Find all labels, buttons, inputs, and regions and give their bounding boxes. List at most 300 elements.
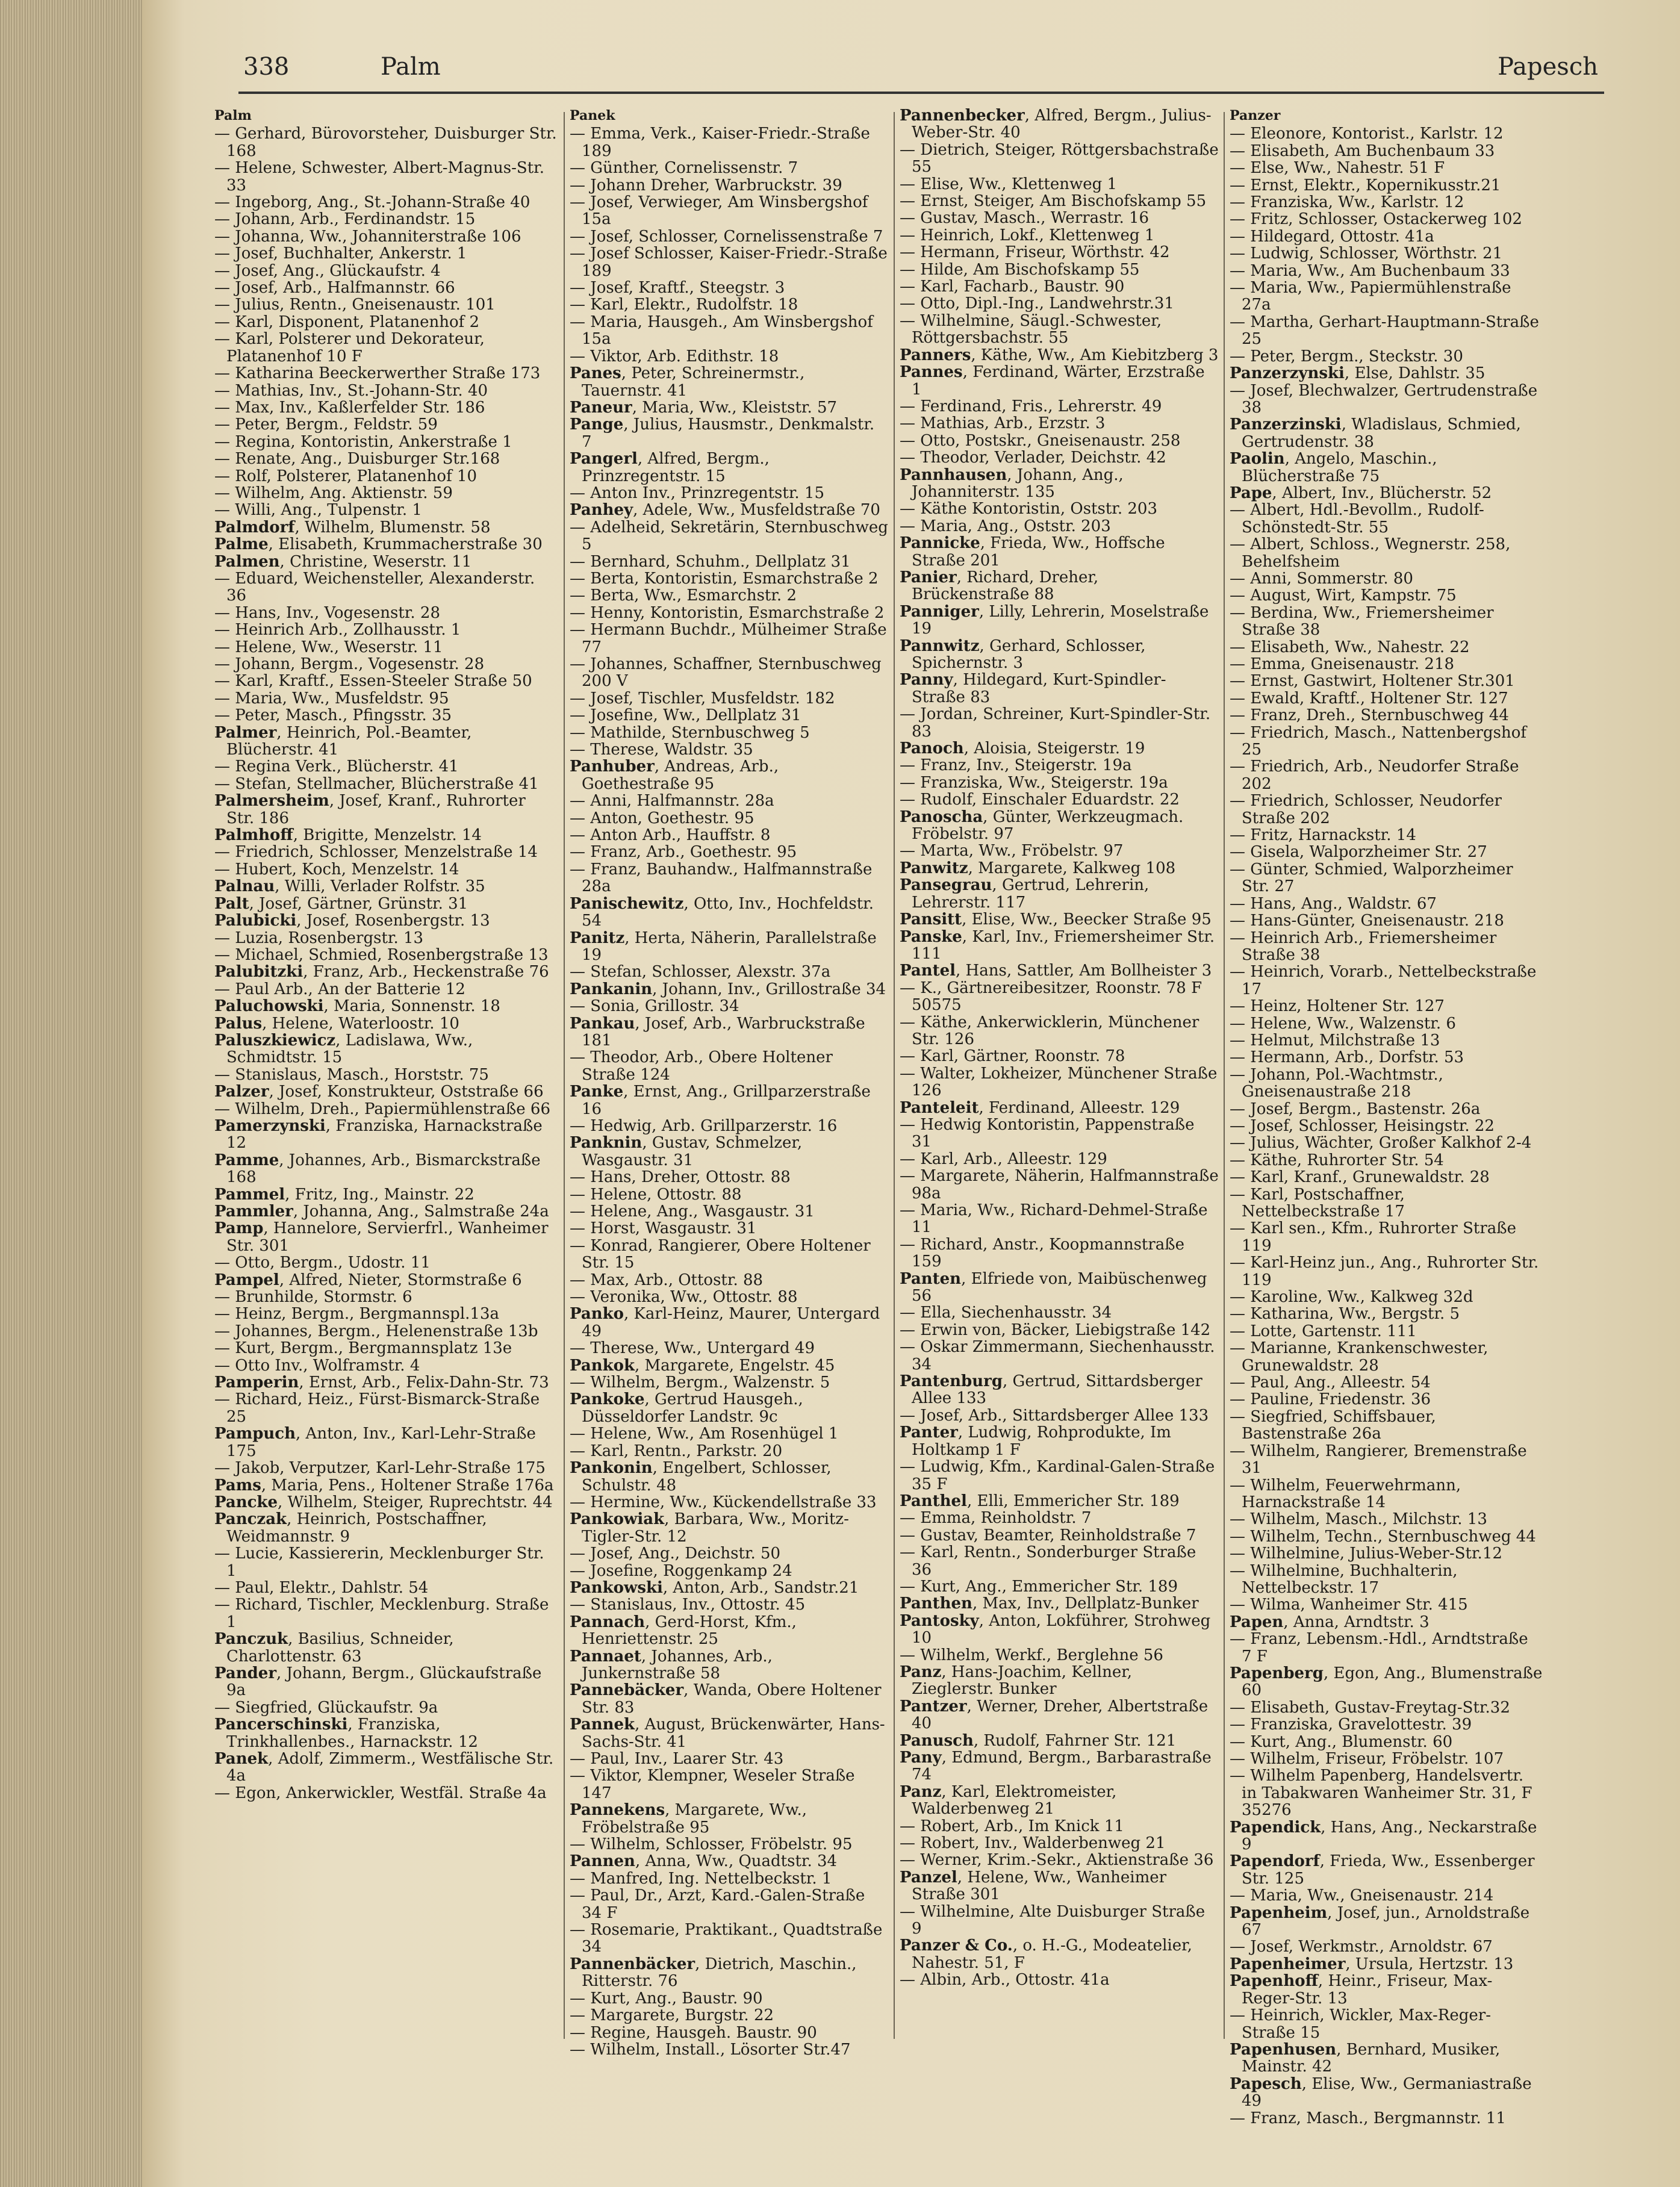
directory-entry: — Wilma, Wanheimer Str. 415 <box>1230 1596 1468 1614</box>
directory-entry: Pannekens, Margarete, Ww., Fröbelstraße 95 <box>570 1801 812 1837</box>
directory-entry: — Günther, Cornelissenstr. 7 <box>570 159 798 178</box>
directory-entry: Papenberg, Egon, Ang., Blumenstraße 60 <box>1230 1664 1548 1700</box>
directory-entry: Panny, Hildegard, Kurt-Spindler-Straße 83 <box>900 671 1166 706</box>
directory-entry: — Wilhelm, Bergm., Walzenstr. 5 <box>570 1373 830 1392</box>
directory-entry: — Wilhelm, Feuerwehrmann, Harnackstraße 14 <box>1230 1476 1466 1511</box>
directory-entry: Palnau, Willi, Verlader Rolfstr. 35 <box>214 877 485 896</box>
directory-entry: — Mathias, Arb., Erzstr. 3 <box>900 414 1106 433</box>
directory-entry: Panek, Adolf, Zimmerm., Westfälische Str. 4a <box>214 1750 559 1785</box>
directory-entry: Pape, Albert, Inv., Blücherstr. 52 <box>1230 484 1492 502</box>
directory-entry: Palubitzki, Franz, Arb., Heckenstraße 76 <box>214 963 549 982</box>
directory-entry: Pankau, Josef, Arb., Warbruckstraße 181 <box>570 1014 870 1050</box>
directory-entry: — Helene, Ww., Walzenstr. 6 <box>1230 1014 1456 1033</box>
directory-entry: — Paul, Elektr., Dahlstr. 54 <box>214 1578 429 1597</box>
directory-entry: — Günter, Schmied, Walporzheimer Str. 27 <box>1230 860 1518 896</box>
directory-entry: — Josef, Arb., Sittardsberger Allee 133 <box>900 1406 1209 1425</box>
directory-entry: — Werner, Krim.-Sekr., Aktienstraße 36 <box>900 1851 1214 1870</box>
directory-entry: — Regina, Kontoristin, Ankerstraße 1 <box>214 432 512 451</box>
directory-entry: — Regina Verk., Blücherstr. 41 <box>214 758 459 776</box>
directory-entry: Panes, Peter, Schreinermstr., Tauernstr. 41 <box>570 364 810 400</box>
directory-entry: Pams, Maria, Pens., Holtener Straße 176a <box>214 1476 554 1495</box>
directory-entry: — Anton, Goethestr. 95 <box>570 809 754 827</box>
directory-entry: — Gustav, Masch., Werrastr. 16 <box>900 209 1150 228</box>
directory-entry: — Elisabeth, Am Buchenbaum 33 <box>1230 142 1495 160</box>
directory-entry: — Eduard, Weichensteller, Alexanderstr. 36 <box>214 569 540 605</box>
directory-entry: — Helene, Schwester, Albert-Magnus-Str. 33 <box>214 159 550 194</box>
directory-entry: Palmersheim, Josef, Kranf., Ruhrorter Str. 186 <box>214 792 531 827</box>
directory-entry: — Katharina, Ww., Bergstr. 5 <box>1230 1305 1460 1324</box>
directory-entry: — Adelheid, Sekretärin, Sternbuschweg 5 <box>570 518 894 554</box>
directory-entry: — Hilde, Am Bischofskamp 55 <box>900 260 1140 279</box>
directory-entry: Pannenbecker, Alfred, Bergm., Julius-Weber-Str. 40 <box>900 107 1212 142</box>
directory-entry: — Josef, Tischler, Musfeldstr. 182 <box>570 689 835 708</box>
directory-entry: Pankonin, Engelbert, Schlosser, Schulstr. 48 <box>570 1459 836 1495</box>
directory-entry: Panzel, Helene, Ww., Wanheimer Straße 301 <box>900 1868 1172 1904</box>
directory-entry: — Veronika, Ww., Ottostr. 88 <box>570 1288 798 1307</box>
directory-entry: Panz, Hans-Joachim, Kellner, Zieglerstr. Bunker <box>900 1663 1137 1699</box>
directory-entry: — Gustav, Beamter, Reinholdstraße 7 <box>900 1526 1196 1545</box>
directory-entry: — Josef, Ang., Glückaufstr. 4 <box>214 261 441 280</box>
directory-entry: — Josef, Schlosser, Cornelissenstraße 7 <box>570 227 883 246</box>
directory-entry: — Oskar Zimmermann, Siechenhausstr. 34 <box>900 1338 1220 1373</box>
directory-entry: — August, Wirt, Kampstr. 75 <box>1230 586 1457 605</box>
directory-entry: — Otto Inv., Wolframstr. 4 <box>214 1356 420 1375</box>
directory-entry: — Hans, Ang., Waldstr. 67 <box>1230 894 1437 913</box>
directory-entry: — Robert, Inv., Walderbenweg 21 <box>900 1834 1166 1853</box>
directory-entry: — Ella, Siechenhausstr. 34 <box>900 1304 1112 1322</box>
directory-entry: — Rudolf, Einschaler Eduardstr. 22 <box>900 791 1180 809</box>
directory-entry: Pamperin, Ernst, Arb., Felix-Dahn-Str. 73 <box>214 1373 549 1392</box>
directory-entry: — Karl, Postschaffner, Nettelbeckstraße 17 <box>1230 1185 1410 1221</box>
directory-entry: — Josef, Arb., Halfmannstr. 66 <box>214 279 455 297</box>
directory-entry: — Josef, Kraftf., Steegstr. 3 <box>570 279 785 297</box>
directory-entry: — Franz, Dreh., Sternbuschweg 44 <box>1230 706 1509 725</box>
directory-entry: — Heinrich, Lokf., Klettenweg 1 <box>900 226 1155 244</box>
directory-entry: — Ferdinand, Fris., Lehrerstr. 49 <box>900 397 1162 415</box>
directory-entry: Panko, Karl-Heinz, Maurer, Untergard 49 <box>570 1305 885 1340</box>
directory-entry: — Kurt, Ang., Blumenstr. 60 <box>1230 1732 1453 1751</box>
directory-entry: — Horst, Wasgaustr. 31 <box>570 1219 757 1238</box>
directory-entry: Palus, Helene, Waterloostr. 10 <box>214 1014 459 1033</box>
directory-entry: — Viktor, Arb. Edithstr. 18 <box>570 347 779 366</box>
directory-entry: — Käthe, Ruhrorter Str. 54 <box>1230 1151 1444 1169</box>
directory-entry: — Konrad, Rangierer, Obere Holtener Str. 15 <box>570 1236 876 1272</box>
directory-entry: — Paul Arb., An der Batterie 12 <box>214 980 465 998</box>
directory-entry: — Richard, Tischler, Mecklenburg. Straße 1 <box>214 1596 554 1631</box>
directory-entry: — Ernst, Elektr., Kopernikusstr.21 <box>1230 176 1501 194</box>
directory-entry: — Ernst, Steiger, Am Bischofskamp 55 <box>900 192 1207 211</box>
directory-entry: Pantel, Hans, Sattler, Am Bollheister 3 <box>900 962 1212 980</box>
directory-entry: Panten, Elfriede von, Maibüschenweg 56 <box>900 1269 1212 1305</box>
directory-entry: — Otto, Bergm., Udostr. 11 <box>214 1254 431 1272</box>
directory-entry: — Heinrich, Vorarb., Nettelbeckstraße 17 <box>1230 963 1542 998</box>
directory-entry: — Dietrich, Steiger, Röttgersbachstraße 55 <box>900 140 1224 176</box>
directory-entry: — Karl, Elektr., Rudolfstr. 18 <box>570 296 798 314</box>
directory-entry: — Willi, Ang., Tulpenstr. 1 <box>214 501 422 520</box>
directory-entry: Pancke, Wilhelm, Steiger, Ruprechtstr. 44 <box>214 1493 553 1511</box>
directory-entry: Panhuber, Andreas, Arb., Goethestraße 95 <box>570 758 784 793</box>
directory-entry: — Martha, Gerhart-Hauptmann-Straße 25 <box>1230 313 1545 349</box>
directory-entry: — Marta, Ww., Fröbelstr. 97 <box>900 842 1124 860</box>
directory-entry: Pampuch, Anton, Inv., Karl-Lehr-Straße 175 <box>214 1425 541 1460</box>
directory-entry: — Henny, Kontoristin, Esmarchstraße 2 <box>570 603 885 622</box>
directory-entry: Panitz, Herta, Näherin, Parallelstraße 19 <box>570 929 882 964</box>
directory-entry: Papenheim, Josef, jun., Arnoldstraße 67 <box>1230 1903 1535 1940</box>
directory-entry: — Hermann Buchdr., Mülheimer Straße 77 <box>570 621 892 656</box>
directory-entry: — Karl-Heinz jun., Ang., Ruhrorter Str. 119 <box>1230 1254 1544 1289</box>
directory-entry: — Kurt, Ang., Baustr. 90 <box>570 1989 763 2008</box>
directory-entry: — Kurt, Bergm., Bergmannsplatz 13e <box>214 1339 512 1358</box>
directory-entry: — Wilhelm, Rangierer, Bremenstraße 31 <box>1230 1442 1532 1478</box>
directory-entry: — Julius, Rentn., Gneisenaustr. 101 <box>214 296 496 314</box>
directory-entry: — Richard, Anstr., Koopmannstraße 159 <box>900 1235 1190 1271</box>
directory-entry: Panniger, Lilly, Lehrerin, Moselstraße 19 <box>900 602 1214 638</box>
page-stack-edge <box>0 0 145 2187</box>
directory-entry: Panter, Ludwig, Rohprodukte, Im Holtkamp 1 F <box>900 1423 1177 1459</box>
directory-entry: Panske, Karl, Inv., Friemersheimer Str. 111 <box>900 927 1220 963</box>
directory-entry: — Hubert, Koch, Menzelstr. 14 <box>214 860 459 879</box>
directory-entry: — Albert, Schloss., Wegnerstr. 258, Behelfsheim <box>1230 535 1516 571</box>
directory-entry: — Heinrich Arb., Zollhausstr. 1 <box>214 621 461 639</box>
directory-entry: Pannes, Ferdinand, Wärter, Erzstraße 1 <box>900 363 1210 399</box>
directory-entry: Panczuk, Basilius, Schneider, Charlottenstr. 63 <box>214 1630 459 1666</box>
column-divider <box>894 112 895 2039</box>
directory-entry: — Karl, Rentn., Parkstr. 20 <box>570 1442 783 1460</box>
directory-entry: — Johann, Bergm., Vogesenstr. 28 <box>214 655 485 673</box>
directory-entry: — Sonia, Grillostr. 34 <box>570 997 739 1016</box>
directory-entry: — Manfred, Ing. Nettelbeckstr. 1 <box>570 1869 832 1888</box>
header-rule <box>238 92 1604 94</box>
directory-entry: — Emma, Gneisenaustr. 218 <box>1230 655 1455 673</box>
directory-entry: — Elisabeth, Gustav-Freytag-Str.32 <box>1230 1698 1510 1717</box>
directory-entry: Panknin, Gustav, Schmelzer, Wasgaustr. 31 <box>570 1134 807 1169</box>
directory-entry: — Helene, Ang., Wasgaustr. 31 <box>570 1202 815 1221</box>
directory-entry: Pannaet, Johannes, Arb., Junkernstraße 58 <box>570 1647 778 1682</box>
directory-entry: — Peter, Masch., Pfingsstr. 35 <box>214 706 452 725</box>
directory-entry: — Egon, Ankerwickler, Westfäl. Straße 4a <box>214 1784 547 1802</box>
directory-entry: — Anni, Sommerstr. 80 <box>1230 569 1413 588</box>
directory-entry: — Wilhelm, Install., Lösorter Str.47 <box>570 2040 851 2059</box>
directory-entry: — Josef, Buchhalter, Ankerstr. 1 <box>214 244 467 263</box>
directory-entry: Paolin, Angelo, Maschin., Blücherstraße 75 <box>1230 450 1442 485</box>
directory-entry: — Hans, Inv., Vogesenstr. 28 <box>214 603 440 622</box>
directory-entry: — Ernst, Gastwirt, Holtener Str.301 <box>1230 672 1515 691</box>
directory-entry: Panzer & Co., o. H.-G., Modeatelier, Nahestr. 51, F <box>900 1937 1198 1972</box>
directory-entry: Palzer, Josef, Konstrukteur, Oststraße 66 <box>214 1083 544 1101</box>
directory-entry: — Rosemarie, Praktikant., Quadtstraße 34 <box>570 1921 888 1956</box>
page-number: 338 <box>243 53 290 81</box>
directory-entry: — Gerhard, Bürovorsteher, Duisburger Str. 168 <box>214 125 562 160</box>
directory-entry: — Siegfried, Schiffsbauer, Bastenstraße 26a <box>1230 1407 1441 1443</box>
directory-entry: Panke, Ernst, Ang., Grillparzerstraße 16 <box>570 1083 876 1118</box>
directory-entry: — Otto, Postskr., Gneisenaustr. 258 <box>900 431 1181 450</box>
directory-entry: — Gisela, Walporzheimer Str. 27 <box>1230 843 1487 862</box>
directory-entry: — Wilhelm, Masch., Milchstr. 13 <box>1230 1510 1487 1529</box>
directory-entry: — Max, Arb., Ottostr. 88 <box>570 1271 764 1289</box>
directory-entry: — Karl, Kranf., Grunewaldstr. 28 <box>1230 1168 1490 1187</box>
directory-entry: Palmhoff, Brigitte, Menzelstr. 14 <box>214 826 482 845</box>
directory-entry: Panusch, Rudolf, Fahrner Str. 121 <box>900 1731 1177 1750</box>
directory-entry: Pammel, Fritz, Ing., Mainstr. 22 <box>214 1185 474 1204</box>
directory-entry: Panier, Richard, Dreher, Brückenstraße 88 <box>900 568 1104 604</box>
directory-entry: Pangerl, Alfred, Bergm., Prinzregentstr. 15 <box>570 450 775 485</box>
directory-entry: — K., Gärtnereibesitzer, Roonstr. 78 F 50575 <box>900 978 1207 1015</box>
directory-entry: Pankok, Margarete, Engelstr. 45 <box>570 1356 835 1375</box>
directory-entry: Paluchowski, Maria, Sonnenstr. 18 <box>214 997 500 1016</box>
column-head: Panek <box>570 108 615 123</box>
directory-entry: — Karoline, Ww., Kalkweg 32d <box>1230 1288 1473 1307</box>
directory-entry: — Franziska, Ww., Karlstr. 12 <box>1230 193 1464 212</box>
directory-entry: Pannach, Gerd-Horst, Kfm., Henriettenstr. 25 <box>570 1613 802 1649</box>
directory-entry: — Helene, Ottostr. 88 <box>570 1185 742 1204</box>
directory-entry: Pantenburg, Gertrud, Sittardsberger Allee 133 <box>900 1372 1208 1408</box>
directory-entry: Panthel, Elli, Emmericher Str. 189 <box>900 1492 1180 1510</box>
directory-entry: — Franz, Arb., Goethestr. 95 <box>570 843 797 862</box>
directory-entry: — Mathilde, Sternbuschweg 5 <box>570 723 810 742</box>
directory-entry: — Franz, Inv., Steigerstr. 19a <box>900 756 1132 775</box>
directory-entry: — Hedwig, Arb. Grillparzerstr. 16 <box>570 1116 838 1135</box>
directory-entry: — Maria, Ww., Gneisenaustr. 214 <box>1230 1887 1494 1905</box>
directory-entry: Pannek, August, Brückenwärter, Hans-Sachs-Str. 41 <box>570 1716 885 1751</box>
directory-entry: — Friedrich, Schlosser, Neudorfer Straße 202 <box>1230 792 1507 827</box>
directory-entry: — Karl, Gärtner, Roonstr. 78 <box>900 1047 1125 1066</box>
directory-entry: — Else, Ww., Nahestr. 51 F <box>1230 159 1445 178</box>
directory-entry: Pansegrau, Gertrud, Lehrerin, Lehrerstr. 117 <box>900 876 1154 912</box>
directory-entry: Pany, Edmund, Bergm., Barbarastraße 74 <box>900 1749 1217 1784</box>
directory-entry: — Josef, Blechwalzer, Gertrudenstraße 38 <box>1230 381 1543 417</box>
directory-entry: — Mathias, Inv., St.-Johann-Str. 40 <box>214 381 488 400</box>
directory-entry: — Pauline, Friedenstr. 36 <box>1230 1390 1431 1409</box>
directory-entry: — Josef Schlosser, Kaiser-Friedr.-Straße 189 <box>570 244 893 280</box>
directory-entry: Papendick, Hans, Ang., Neckarstraße 9 <box>1230 1818 1542 1854</box>
directory-entry: Panhey, Adele, Ww., Musfeldstraße 70 <box>570 501 880 520</box>
directory-entry: — Margarete, Näherin, Halfmannstraße 98a <box>900 1167 1224 1202</box>
directory-entry: — Hans, Dreher, Ottostr. 88 <box>570 1168 791 1187</box>
directory-entry: — Renate, Ang., Duisburger Str.168 <box>214 450 500 468</box>
directory-entry: — Theodor, Verlader, Deichstr. 42 <box>900 449 1166 467</box>
directory-entry: — Heinrich, Wickler, Max-Reger-Straße 15 <box>1230 2006 1491 2042</box>
page-header <box>243 53 1598 95</box>
directory-entry: — Karl, Disponent, Platanenhof 2 <box>214 313 480 331</box>
directory-entry: — Anni, Halfmannstr. 28a <box>570 792 774 810</box>
directory-entry: Panoscha, Günter, Werkzeugmach. Fröbelstr. 97 <box>900 807 1189 844</box>
directory-entry: — Katharina Beeckerwerther Straße 173 <box>214 364 541 383</box>
directory-entry: Panners, Käthe, Ww., Am Kiebitzberg 3 <box>900 346 1219 364</box>
column-divider <box>564 112 565 2039</box>
directory-entry: Pamerzynski, Franziska, Harnackstraße 12 <box>214 1116 548 1153</box>
directory-entry: — Hermann, Arb., Dorfstr. 53 <box>1230 1048 1464 1067</box>
directory-entry: — Wilhelmine, Alte Duisburger Straße 9 <box>900 1902 1210 1938</box>
directory-entry: Pankowiak, Barbara, Ww., Moritz-Tigler-Str. 12 <box>570 1510 849 1546</box>
directory-entry: — Karl, Polsterer und Dekorateur, Platanenhof 10 F <box>214 330 490 366</box>
directory-entry: — Robert, Arb., Im Knick 11 <box>900 1817 1124 1835</box>
directory-entry: Pancerschinski, Franziska, Trinkhallenbes., Harnackstr. 12 <box>214 1716 478 1751</box>
directory-entry: Pamme, Johannes, Arb., Bismarckstraße 168 <box>214 1151 546 1187</box>
directory-entry: Papen, Anna, Arndtstr. 3 <box>1230 1613 1430 1631</box>
directory-entry: — Stanislaus, Masch., Horststr. 75 <box>214 1065 489 1084</box>
directory-entry: — Anton Arb., Hauffstr. 8 <box>570 826 771 845</box>
directory-entry: — Josef, Bergm., Bastenstr. 26a <box>1230 1100 1481 1118</box>
directory-entry: — Siegfried, Glückaufstr. 9a <box>214 1698 438 1717</box>
directory-entry: — Rolf, Polsterer, Platanenhof 10 <box>214 467 478 485</box>
directory-entry: — Peter, Bergm., Feldstr. 59 <box>214 415 438 434</box>
directory-entry: — Johann, Pol.-Wachtmstr., Gneisenaustraße 218 <box>1230 1065 1449 1101</box>
directory-entry: — Berta, Kontoristin, Esmarchstraße 2 <box>570 569 879 588</box>
directory-entry: — Stefan, Stellmacher, Blücherstraße 41 <box>214 774 539 793</box>
directory-entry: — Johanna, Ww., Johanniterstraße 106 <box>214 227 521 246</box>
directory-entry: Pantzer, Werner, Dreher, Albertstraße 40 <box>900 1697 1213 1733</box>
directory-entry: — Wilhelmine, Julius-Weber-Str.12 <box>1230 1545 1502 1563</box>
directory-entry: — Berta, Ww., Esmarchstr. 2 <box>570 586 797 605</box>
directory-entry: — Wilhelm, Friseur, Fröbelstr. 107 <box>1230 1750 1504 1768</box>
directory-entry: Paluszkiewicz, Ladislawa, Ww., Schmidtstr. 15 <box>214 1031 478 1067</box>
directory-entry: — Maria, Ww., Musfeldstr. 95 <box>214 689 449 708</box>
directory-entry: Palmer, Heinrich, Pol.-Beamter, Blücherstr. 41 <box>214 723 477 759</box>
directory-entry: — Wilhelm, Ang. Aktienstr. 59 <box>214 484 453 502</box>
directory-entry: Palmen, Christine, Weserstr. 11 <box>214 552 472 571</box>
column-head: Panzer <box>1230 108 1281 123</box>
directory-entry: Pange, Julius, Hausmstr., Denkmalstr. 7 <box>570 415 880 451</box>
directory-entry: Pander, Johann, Bergm., Glückaufstraße 9a <box>214 1664 547 1700</box>
directory-entry: Pankanin, Johann, Inv., Grillostraße 34 <box>570 980 886 998</box>
directory-entry: — Margarete, Burgstr. 22 <box>570 2006 774 2025</box>
directory-entry: Pampel, Alfred, Nieter, Stormstraße 6 <box>214 1271 522 1289</box>
directory-entry: — Karl, Rentn., Sonderburger Straße 36 <box>900 1543 1201 1579</box>
directory-entry: — Karl, Facharb., Baustr. 90 <box>900 278 1125 296</box>
directory-entry: — Heinz, Holtener Str. 127 <box>1230 997 1445 1016</box>
directory-entry: — Ingeborg, Ang., St.-Johann-Straße 40 <box>214 193 530 212</box>
directory-entry: — Jakob, Verputzer, Karl-Lehr-Straße 175 <box>214 1459 546 1478</box>
directory-entry: Pannhausen, Johann, Ang., Johanniterstr. 135 <box>900 465 1129 501</box>
directory-entry: — Friedrich, Schlosser, Menzelstraße 14 <box>214 843 538 862</box>
directory-entry: Pantosky, Anton, Lokführer, Strohweg 10 <box>900 1611 1216 1647</box>
directory-entry: — Richard, Heiz., Fürst-Bismarck-Straße 25 <box>214 1390 545 1426</box>
directory-entry: — Emma, Verk., Kaiser-Friedr.-Straße 189 <box>570 125 876 160</box>
directory-entry: — Lotte, Gartenstr. 111 <box>1230 1322 1417 1340</box>
directory-entry: Panthen, Max, Inv., Dellplatz-Bunker <box>900 1594 1199 1613</box>
directory-entry: — Theodor, Arb., Obere Holtener Straße 124 <box>570 1048 838 1084</box>
directory-entry: — Paul, Inv., Laarer Str. 43 <box>570 1750 784 1768</box>
directory-entry: — Hans-Günter, Gneisenaustr. 218 <box>1230 912 1504 930</box>
directory-entry: — Johannes, Bergm., Helenenstraße 13b <box>214 1322 538 1340</box>
directory-entry: Pannenbäcker, Dietrich, Maschin., Ritterstr. 76 <box>570 1955 862 1991</box>
directory-column-3 <box>900 107 1224 2179</box>
directory-entry: — Josef, Werkmstr., Arnoldstr. 67 <box>1230 1938 1493 1956</box>
directory-entry: Panoch, Aloisia, Steigerstr. 19 <box>900 739 1145 758</box>
directory-entry: — Käthe, Ankerwicklerin, Münchener Str. 126 <box>900 1013 1204 1048</box>
directory-entry: — Hildegard, Ottostr. 41a <box>1230 227 1434 246</box>
directory-entry: — Wilhelmine, Säugl.-Schwester, Röttgersbachstr. 55 <box>900 311 1167 347</box>
directory-entry: Panz, Karl, Elektromeister, Walderbenweg 21 <box>900 1782 1122 1818</box>
directory-entry: — Maria, Hausgeh., Am Winsbergshof 15a <box>570 313 879 349</box>
directory-entry: — Josef, Ang., Deichstr. 50 <box>570 1545 781 1563</box>
directory-entry: — Emma, Reinholdstr. 7 <box>900 1509 1092 1528</box>
directory-entry: — Wilhelm, Werkf., Berglehne 56 <box>900 1646 1163 1664</box>
directory-entry: — Paul, Dr., Arzt, Kard.-Galen-Straße 34 F <box>570 1887 870 1922</box>
directory-entry: Papenhoff, Heinr., Friseur, Max-Reger-Str. 13 <box>1230 1972 1493 2008</box>
directory-entry: — Maria, Ww., Papiermühlenstraße 27a <box>1230 279 1516 314</box>
directory-entry: — Berdina, Ww., Friemersheimer Straße 38 <box>1230 603 1499 639</box>
directory-entry: Pansitt, Elise, Ww., Beecker Straße 95 <box>900 910 1212 929</box>
directory-entry: — Max, Inv., Kaßlerfelder Str. 186 <box>214 398 485 417</box>
header-right-keyword: Papesch <box>1498 53 1598 81</box>
directory-entry: Palme, Elisabeth, Krummacherstraße 30 <box>214 535 543 554</box>
directory-entry: — Wilhelm, Techn., Sternbuschweg 44 <box>1230 1527 1536 1546</box>
directory-entry: — Wilhelmine, Buchhalterin, Nettelbeckstr. 17 <box>1230 1561 1463 1597</box>
directory-entry: — Helmut, Milchstraße 13 <box>1230 1031 1440 1050</box>
directory-entry: — Wilhelm, Dreh., Papiermühlenstraße 66 <box>214 1100 551 1118</box>
directory-entry: — Wilhelm Papenberg, Handelsvertr. in Tabakwaren Wanheimer Str. 31, F 35276 <box>1230 1767 1537 1820</box>
directory-entry: — Albin, Arb., Ottostr. 41a <box>900 1971 1110 1989</box>
directory-entry: — Karl, Arb., Alleestr. 129 <box>900 1149 1107 1168</box>
directory-entry: Pankowski, Anton, Arb., Sandstr.21 <box>570 1578 859 1597</box>
directory-entry: — Josefine, Ww., Dellplatz 31 <box>570 706 801 725</box>
directory-entry: Paneur, Maria, Ww., Kleiststr. 57 <box>570 398 838 417</box>
directory-entry: — Helene, Ww., Am Rosenhügel 1 <box>570 1425 839 1443</box>
directory-entry: — Elise, Ww., Klettenweg 1 <box>900 175 1118 193</box>
directory-entry: — Jordan, Schreiner, Kurt-Spindler-Str. 83 <box>900 705 1216 741</box>
directory-entry: — Hermann, Friseur, Wörthstr. 42 <box>900 243 1170 262</box>
directory-entry: Pankoke, Gertrud Hausgeh., Düsseldorfer Landstr. 9c <box>570 1390 808 1426</box>
directory-entry: — Ludwig, Kfm., Kardinal-Galen-Straße 35 F <box>900 1458 1220 1493</box>
directory-entry: — Therese, Waldstr. 35 <box>570 741 753 759</box>
directory-entry: — Ewald, Kraftf., Holtener Str. 127 <box>1230 689 1508 708</box>
directory-entry: — Bernhard, Schuhm., Dellplatz 31 <box>570 552 851 571</box>
directory-entry: Pannen, Anna, Ww., Quadtstr. 34 <box>570 1852 838 1871</box>
directory-entry: — Albert, Hdl.-Bevollm., Rudolf-Schönstedt-Str. 55 <box>1230 501 1484 537</box>
directory-entry: — Franz, Bauhandw., Halfmannstraße 28a <box>570 860 877 896</box>
directory-column-1 <box>214 107 562 2179</box>
directory-entry: Panzerzinski, Wladislaus, Schmied, Gertrudenstr. 38 <box>1230 415 1526 451</box>
directory-entry: Papesch, Elise, Ww., Germaniastraße 49 <box>1230 2074 1537 2111</box>
directory-entry: Panczak, Heinrich, Postschaffner, Weidmannstr. 9 <box>214 1510 493 1546</box>
directory-entry: — Josefine, Roggenkamp 24 <box>570 1561 792 1580</box>
directory-entry: Pannwitz, Gerhard, Schlosser, Spichernstr. 3 <box>900 636 1151 672</box>
directory-entry: Papenheimer, Ursula, Hertzstr. 13 <box>1230 1955 1514 1973</box>
directory-entry: — Marianne, Krankenschwester, Grunewaldstr. 28 <box>1230 1339 1493 1375</box>
directory-entry: — Peter, Bergm., Steckstr. 30 <box>1230 347 1463 366</box>
directory-entry: — Regine, Hausgeh. Baustr. 90 <box>570 2023 817 2042</box>
header-left-keyword: Palm <box>381 53 441 81</box>
directory-entry: — Maria, Ww., Am Buchenbaum 33 <box>1230 261 1510 280</box>
directory-entry: — Walter, Lokheizer, Münchener Straße 126 <box>900 1064 1222 1100</box>
directory-entry: — Heinrich Arb., Friemersheimer Straße 38 <box>1230 929 1502 964</box>
directory-entry: — Erwin von, Bäcker, Liebigstraße 142 <box>900 1321 1211 1339</box>
directory-page <box>142 0 1680 2187</box>
directory-entry: — Lucie, Kassiererin, Mecklenburger Str. 1 <box>214 1545 549 1580</box>
directory-entry: — Franziska, Ww., Steigerstr. 19a <box>900 773 1168 792</box>
directory-entry: — Friedrich, Masch., Nattenbergshof 25 <box>1230 723 1532 759</box>
directory-entry: — Elisabeth, Ww., Nahestr. 22 <box>1230 638 1470 656</box>
directory-entry: — Michael, Schmied, Rosenbergstraße 13 <box>214 945 549 964</box>
directory-entry: — Stanislaus, Inv., Ottostr. 45 <box>570 1596 806 1614</box>
directory-entry: — Josef, Schlosser, Heisingstr. 22 <box>1230 1116 1495 1135</box>
directory-entry: — Fritz, Schlosser, Ostackerweg 102 <box>1230 210 1522 229</box>
directory-entry: — Karl sen., Kfm., Ruhrorter Straße 119 <box>1230 1219 1522 1255</box>
directory-entry: — Paul, Ang., Alleestr. 54 <box>1230 1373 1431 1392</box>
directory-entry: Pammler, Johanna, Ang., Salmstraße 24a <box>214 1202 549 1221</box>
directory-entry: — Johann, Arb., Ferdinandstr. 15 <box>214 210 476 229</box>
directory-entry: — Maria, Ang., Oststr. 203 <box>900 517 1111 535</box>
directory-entry: — Hedwig Kontoristin, Pappenstraße 31 <box>900 1115 1199 1151</box>
directory-entry: Panwitz, Margarete, Kalkweg 108 <box>900 859 1176 877</box>
directory-entry: — Viktor, Klempner, Weseler Straße 147 <box>570 1767 860 1802</box>
directory-entry: Palmdorf, Wilhelm, Blumenstr. 58 <box>214 518 491 537</box>
directory-entry: Pamp, Hannelore, Servierfrl., Wanheimer Str. 301 <box>214 1219 553 1255</box>
directory-entry: — Maria, Ww., Richard-Dehmel-Straße 11 <box>900 1201 1213 1237</box>
directory-entry: Palubicki, Josef, Rosenbergstr. 13 <box>214 912 490 930</box>
column-head: Palm <box>214 108 252 123</box>
